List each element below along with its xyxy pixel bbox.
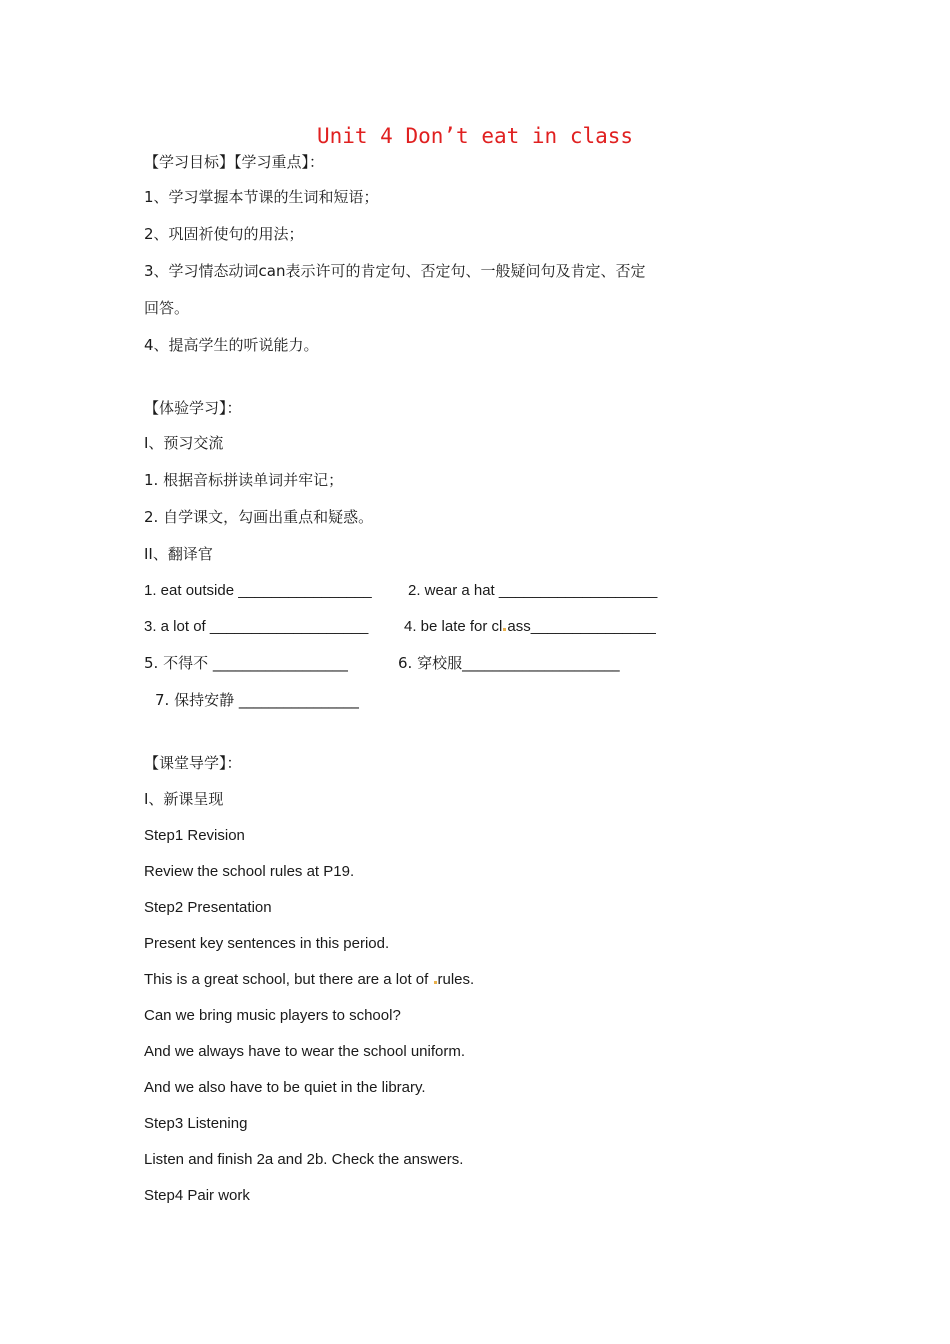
goal-item-3-continued: 回答。 [144,299,190,317]
new-lesson-title: I、新课呈现 [144,790,224,808]
step3-title: Step3 Listening [144,1115,248,1132]
goal-item-1: 1、学习掌握本节课的生词和短语； [144,188,379,206]
translate-item-4-part2: ass_______________ [507,618,656,635]
step3-text: Listen and finish 2a and 2b. Check the answers. [144,1151,464,1168]
translate-item-4-part1: 4. be late for cl [404,618,503,635]
preview-item-1: 1. 根据音标拼读单词并牢记； [144,471,344,489]
goal-item-4: 4、提高学生的听说能力。 [144,336,319,354]
goal-item-2: 2、巩固祈使句的用法； [144,225,304,243]
key-sentence-3: And we always have to wear the school uniform. [144,1043,465,1060]
goals-heading: 【学习目标】【学习重点】： [144,153,325,171]
preview-section-title: I、预习交流 [144,434,224,452]
preview-item-2: 2. 自学课文，勾画出重点和疑惑。 [144,508,374,526]
translate-item-3: 3. a lot of ___________________ [144,618,369,635]
translate-item-7: 7. 保持安静 ________________ [155,691,359,709]
translate-section-title: II、翻译官 [144,545,213,563]
translate-item-5: 5. 不得不 __________________ [144,654,348,672]
step2-text: Present key sentences in this period. [144,935,390,952]
step4-title: Step4 Pair work [144,1187,250,1204]
key-sentence-1-part1: This is a great school, but there are a lot of [144,971,433,988]
translate-item-2: 2. wear a hat ___________________ [408,582,658,599]
key-sentence-4: And we also have to be quiet in the library. [144,1079,426,1096]
classroom-heading: 【课堂导学】： [144,754,242,772]
step2-title: Step2 Presentation [144,899,272,916]
marker-dot [434,981,437,984]
experience-heading: 【体验学习】： [144,399,242,417]
marker-dot [503,628,506,631]
key-sentence-2: Can we bring music players to school? [144,1007,401,1024]
translate-item-4 [404,617,656,637]
goal-item-3: 3、学习情态动词can表示许可的肯定句、否定句、一般疑问句及肯定、否定 [144,262,646,280]
step1-text: Review the school rules at P19. [144,863,355,880]
translate-item-6: 6. 穿校服_____________________ [398,654,620,672]
step1-title: Step1 Revision [144,827,245,844]
page-title: Unit 4 Don’t eat in class [316,124,634,148]
key-sentence-1 [144,970,474,990]
key-sentence-1-part2: rules. [437,971,475,988]
translate-item-1: 1. eat outside ________________ [144,582,372,599]
